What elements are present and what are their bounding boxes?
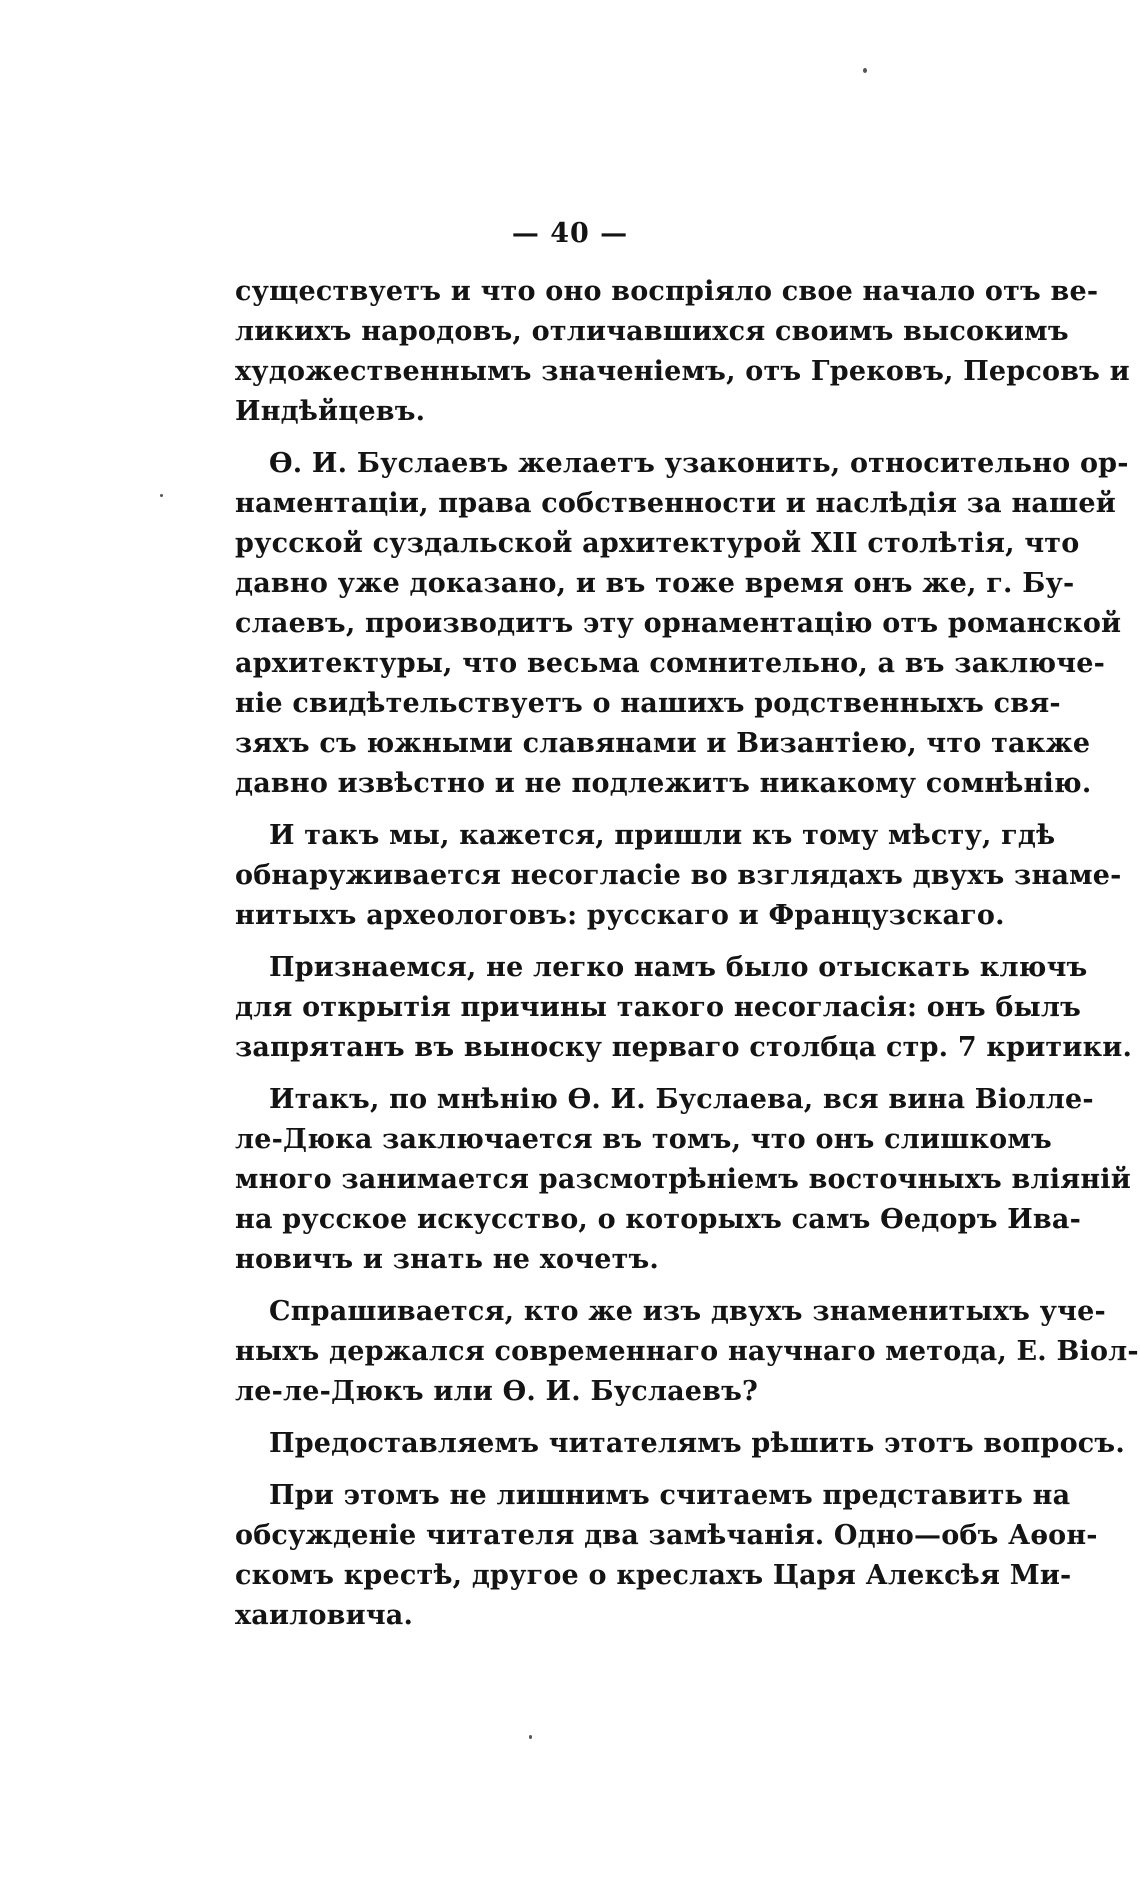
- scan-speck: [863, 68, 867, 73]
- paragraph-8: [235, 1476, 1098, 1636]
- text-line: Предоставляемъ читателямъ рѣшить этотъ вопросъ.: [269, 1428, 1125, 1459]
- text-line: Ѳ. И. Буслаевъ желаетъ узаконить, относительно ор-: [269, 448, 1129, 479]
- paragraph-2: [235, 444, 1129, 804]
- text-line: архитектуры, что весьма сомнительно, а въ заключе-: [235, 648, 1106, 679]
- text-line: Спрашивается, кто же изъ двухъ знаменитыхъ уче-: [269, 1296, 1106, 1327]
- text-line: скомъ крестѣ, другое о креслахъ Царя Алексѣя Ми-: [235, 1560, 1072, 1591]
- text-line: обнаруживается несогласіе во взглядахъ двухъ знаме-: [235, 860, 1122, 891]
- text-line: давно извѣстно и не подлежитъ никакому сомнѣнію.: [235, 768, 1092, 799]
- text-line: на русское искусство, о которыхъ самъ Ѳедоръ Ива-: [235, 1204, 1081, 1235]
- text-line: ныхъ держался современнаго научнаго метода, Е. Віол-: [235, 1336, 1139, 1367]
- text-line: ликихъ народовъ, отличавшихся своимъ высокимъ: [235, 316, 1069, 347]
- paragraph-7: [235, 1424, 1125, 1464]
- paragraph-3: [235, 816, 1122, 936]
- text-line: русской суздальской архитектурой XII столѣтія, что: [235, 528, 1080, 559]
- text-line: ле-ле-Дюкъ или Ѳ. И. Буслаевъ?: [235, 1376, 759, 1407]
- text-line: Итакъ, по мнѣнію Ѳ. И. Буслаева, вся вина Віолле-: [269, 1084, 1094, 1115]
- text-line: существуетъ и что оно воспріяло свое начало отъ ве-: [235, 276, 1099, 307]
- text-line: Индѣйцевъ.: [235, 396, 426, 427]
- text-line: И такъ мы, кажется, пришли къ тому мѣсту, гдѣ: [269, 820, 1056, 851]
- text-line: наментаціи, права собственности и наслѣдія за нашей: [235, 488, 1116, 519]
- scan-speck: [529, 1735, 532, 1739]
- text-line: слаевъ, производитъ эту орнаментацію отъ романской: [235, 608, 1122, 639]
- text-line: Признаемся, не легко намъ было отыскать ключъ: [269, 952, 1088, 983]
- paragraph-5: [235, 1080, 1131, 1280]
- text-line: обсужденіе читателя два замѣчанія. Одно—объ Аѳон-: [235, 1520, 1098, 1551]
- body-text: [235, 272, 1139, 1636]
- paragraph-4: [235, 948, 1133, 1068]
- text-line: ле-Дюка заключается въ томъ, что онъ слишкомъ: [235, 1124, 1052, 1155]
- text-line: зяхъ съ южными славянами и Византіею, что также: [235, 728, 1091, 759]
- text-line: нитыхъ археологовъ: русскаго и Французскаго.: [235, 900, 1005, 931]
- text-line: ніе свидѣтельствуетъ о нашихъ родственныхъ свя-: [235, 688, 1061, 719]
- scan-speck: [160, 494, 163, 497]
- paragraph-6: [235, 1292, 1139, 1412]
- page-number: — 40 —: [511, 218, 629, 249]
- paragraph-1: [235, 272, 1130, 432]
- text-line: новичъ и знать не хочетъ.: [235, 1244, 660, 1275]
- text-line: художественнымъ значеніемъ, отъ Грековъ, Персовъ и: [235, 356, 1130, 387]
- text-line: давно уже доказано, и въ тоже время онъ же, г. Бу-: [235, 568, 1075, 599]
- text-line: запрятанъ въ выноску перваго столбца стр. 7 критики.: [235, 1032, 1133, 1063]
- text-line: много занимается разсмотрѣніемъ восточныхъ вліяній: [235, 1164, 1131, 1195]
- text-line: для открытія причины такого несогласія: онъ былъ: [235, 992, 1082, 1023]
- text-line: При этомъ не лишнимъ считаемъ представить на: [269, 1480, 1071, 1511]
- text-line: хаиловича.: [235, 1600, 414, 1631]
